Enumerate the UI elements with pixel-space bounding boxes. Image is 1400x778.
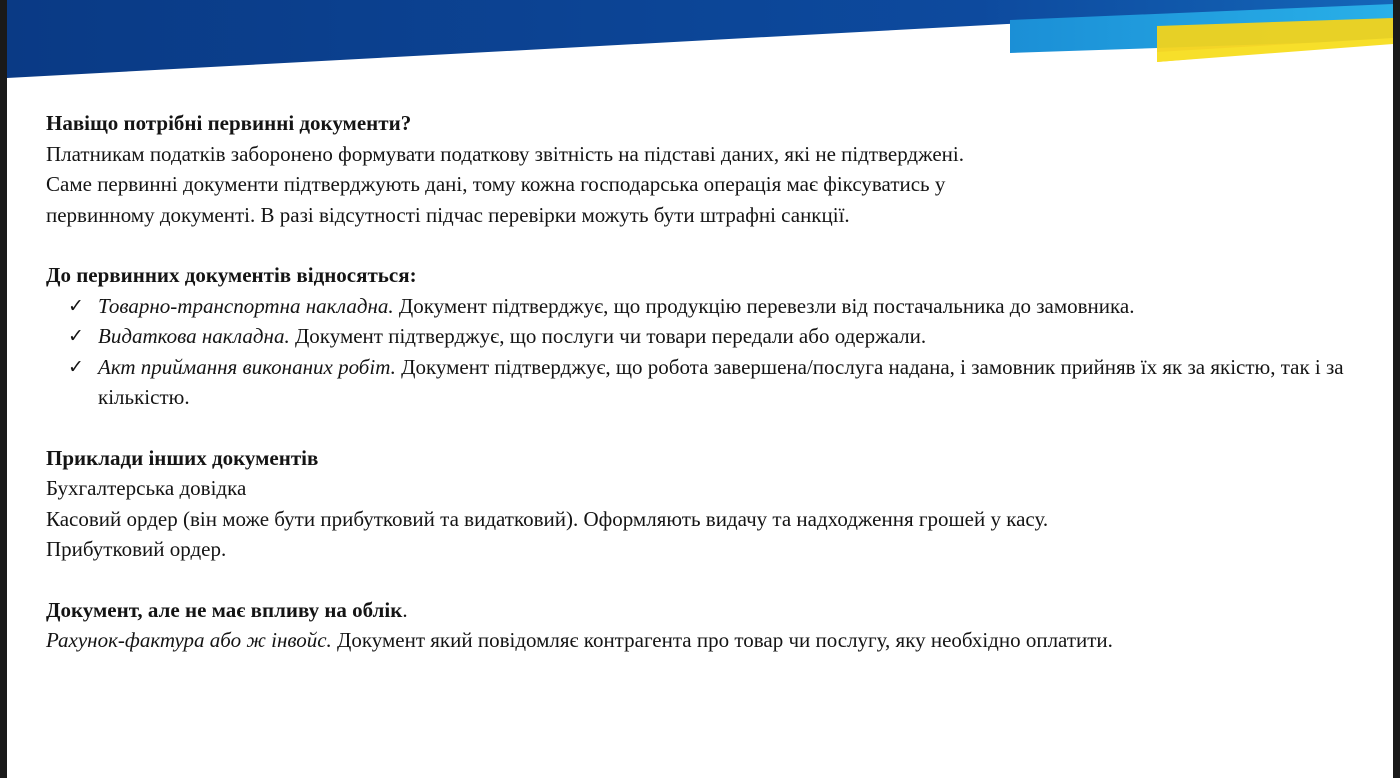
paragraph-line: первинному документі. В разі відсутності підчас перевірки можуть бути штрафні санкції. (46, 202, 850, 227)
document-term: Видаткова накладна. (98, 324, 290, 348)
heading-suffix: . (402, 597, 408, 622)
document-description: Документ підтверджує, що послуги чи товари передали або одержали. (289, 324, 927, 348)
slide (7, 0, 1393, 778)
spacer (46, 230, 1376, 260)
document-term: Акт приймання виконаних робіт. (98, 354, 396, 379)
spacer (46, 413, 1376, 443)
document-term: Товарно-транспортна накладна. (98, 293, 394, 318)
document-description: Документ підтверджує, що робота завершена/послуга надана, і замовник прийняв їх як за якістю, так і за кількістю. (98, 354, 1344, 409)
paragraph-line: Прибутковий ордер. (46, 537, 227, 561)
list-item (46, 291, 1376, 322)
section-heading-no-effect: Документ, але не має впливу на облік (46, 597, 403, 622)
section-heading-other-docs: Приклади інших документів (46, 445, 319, 470)
paragraph-line: Саме первинні документи підтверджують дані, тому кожна господарська операція має фіксуватись у (46, 172, 946, 196)
list-item (46, 321, 1376, 352)
check-icon: ✓ (68, 325, 84, 347)
list-item (46, 352, 1376, 413)
document-description: Документ який повідомляє контрагента про товар чи послугу, яку необхідно оплатити. (331, 628, 1113, 652)
header-banner (7, 0, 1393, 90)
check-icon: ✓ (68, 294, 84, 317)
document-term: Рахунок-фактура або ж інвойс. (46, 628, 332, 652)
invoice-paragraph (46, 625, 1376, 656)
check-icon: ✓ (68, 355, 84, 378)
paragraph-line: Касовий ордер (він може бути прибутковий та видатковий). Оформляють видачу та надходження грошей у касу. (46, 506, 1049, 531)
slide-content (46, 108, 1376, 656)
primary-docs-list (46, 291, 1376, 413)
section-heading-primary-docs-list: До первинних документів відносяться: (46, 263, 417, 287)
paragraph-line: Платникам податків заборонено формувати податкову звітність на підставі даних, які не підтверджені. (46, 141, 964, 166)
section-heading-why-primary-docs: Навіщо потрібні первинні документи? (46, 111, 412, 135)
spacer (46, 565, 1376, 595)
section-heading-no-effect-line (46, 595, 1376, 626)
paragraph-line: Бухгалтерська довідка (46, 476, 247, 500)
document-description: Документ підтверджує, що продукцію перевезли від постачальника до замовника. (393, 293, 1135, 318)
